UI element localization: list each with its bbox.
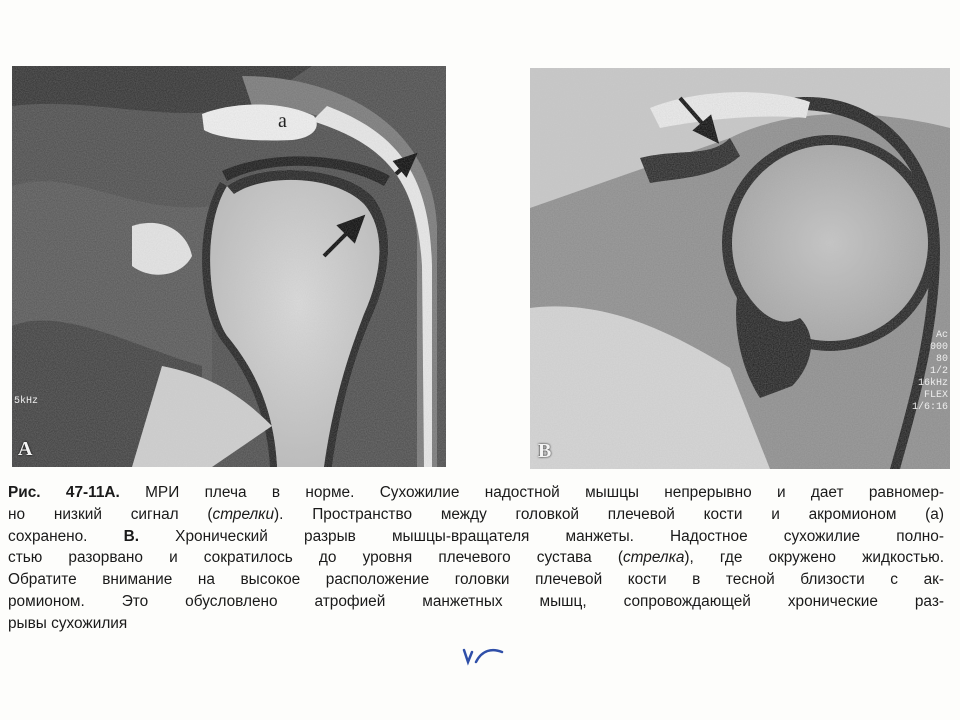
caption-text: стью разорвано и сократилось до уровня плечевого сустава (: [8, 549, 623, 567]
caption-line: [8, 482, 944, 504]
caption-line: [8, 504, 944, 526]
scan-parameter-line: 1/6:16: [911, 402, 948, 413]
scan-parameter-line: 16kHz: [917, 378, 948, 389]
caption-text: сохранено.: [8, 527, 124, 545]
scan-parameter-text: 5kHz: [14, 396, 39, 407]
figure-label-b: В.: [123, 527, 140, 545]
scan-parameter-line: 80: [935, 354, 948, 365]
caption-text: МРИ плеча в норме. Сухожилие надостной мышцы непрерывно и дает равномер-: [119, 484, 945, 501]
mri-drawing-a: [12, 66, 446, 467]
scan-parameter-line: FLEX: [923, 390, 948, 401]
scan-parameter-line: 000: [929, 342, 948, 353]
panel-letter-a: A: [18, 438, 33, 460]
mri-image-normal-shoulder: [12, 66, 446, 467]
caption-line: рывы сухожилия: [8, 614, 128, 632]
caption-line: ромионом. Это обусловлено атрофией манжетных мышц, сопровождающей хронические раз-: [8, 592, 944, 610]
scan-parameter-column: [912, 330, 948, 414]
mri-image-rotator-cuff-tear: [530, 68, 950, 469]
caption-text: ). Пространство между головкой плечевой кости и акромионом (а): [274, 505, 944, 523]
pen-mark-icon: [462, 646, 506, 666]
acromion-label: a: [278, 110, 287, 132]
scan-parameter-line: 1/2: [929, 366, 948, 377]
scan-parameter-line: Ac: [935, 330, 948, 341]
caption-italic: стрелки: [212, 505, 275, 523]
caption-line: [8, 526, 944, 548]
caption-text: но низкий сигнал (: [8, 505, 213, 523]
panel-letter-b: B: [538, 440, 552, 462]
figure-label-a: Рис. 47-11А.: [8, 484, 120, 501]
caption-line: [8, 547, 944, 569]
mri-drawing-b: [530, 68, 950, 469]
caption-text: Хронический разрыв мышцы-вращателя манжеты. Надостное сухожилие полно-: [139, 527, 944, 545]
caption-italic: стрелка: [622, 549, 685, 567]
caption-line: Обратите внимание на высокое расположение головки плечевой кости в тесной близости с ак-: [8, 571, 944, 589]
figure-caption: [8, 482, 944, 635]
caption-text: ), где окружено жидкостью.: [684, 549, 945, 567]
